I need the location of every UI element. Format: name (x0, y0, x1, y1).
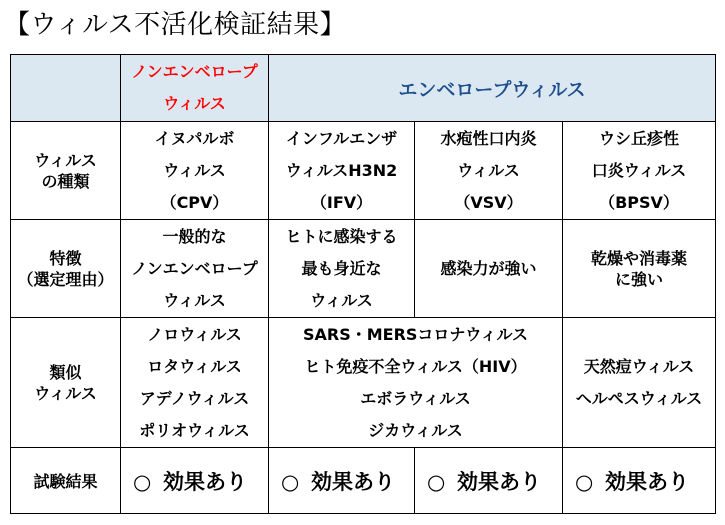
header-row (11, 55, 716, 122)
cell-result-bpsv: ○ 効果あり (563, 448, 716, 514)
header-non-envelope: ノンエンベロープ ウィルス (121, 55, 269, 122)
cell-features-vsv: 感染力が強い (415, 220, 563, 318)
row-label-types: ウィルス の種類 (11, 122, 121, 220)
cell-features-bpsv: 乾燥や消毒薬 に強い (563, 220, 716, 318)
cell-result-cpv: ○ 効果あり (121, 448, 269, 514)
header-envelope: エンベロープウィルス (269, 55, 716, 122)
circle-mark-icon: ○ (133, 469, 152, 494)
cell-similar-col1: ノロウィルス ロタウィルス アデノウィルス ポリオウィルス (121, 318, 269, 448)
cell-result-ifv: ○ 効果あり (269, 448, 415, 514)
circle-mark-icon: ○ (427, 469, 446, 494)
cell-types-cpv: イヌパルボ ウィルス （CPV） (121, 122, 269, 220)
cell-features-cpv: 一般的な ノンエンベロープ ウィルス (121, 220, 269, 318)
cell-similar-col4: 天然痘ウィルス ヘルペスウィルス (563, 318, 716, 448)
circle-mark-icon: ○ (281, 469, 300, 494)
row-label-similar: 類似 ウィルス (11, 318, 121, 448)
row-label-features: 特徴 （選定理由） (11, 220, 121, 318)
cell-types-vsv: 水疱性口内炎 ウィルス （VSV） (415, 122, 563, 220)
cell-features-ifv: ヒトに感染する 最も身近な ウィルス (269, 220, 415, 318)
circle-mark-icon: ○ (575, 469, 594, 494)
row-test-results (11, 448, 716, 514)
row-label-result: 試験結果 (11, 448, 121, 514)
cell-result-vsv: ○ 効果あり (415, 448, 563, 514)
cell-similar-span: SARS・MERSコロナウィルス ヒト免疫不全ウィルス（HIV） エボラウィルス ジカウィルス (269, 318, 563, 448)
row-similar-viruses (11, 318, 716, 448)
virus-inactivation-table (10, 54, 716, 514)
row-virus-types (11, 122, 716, 220)
cell-types-bpsv: ウシ丘疹性 口炎ウィルス （BPSV） (563, 122, 716, 220)
header-empty-cell (11, 55, 121, 122)
row-features (11, 220, 716, 318)
page-title: 【ウィルス不活化検証結果】 (4, 10, 347, 40)
cell-types-ifv: インフルエンザ ウィルスH3N2 （IFV） (269, 122, 415, 220)
